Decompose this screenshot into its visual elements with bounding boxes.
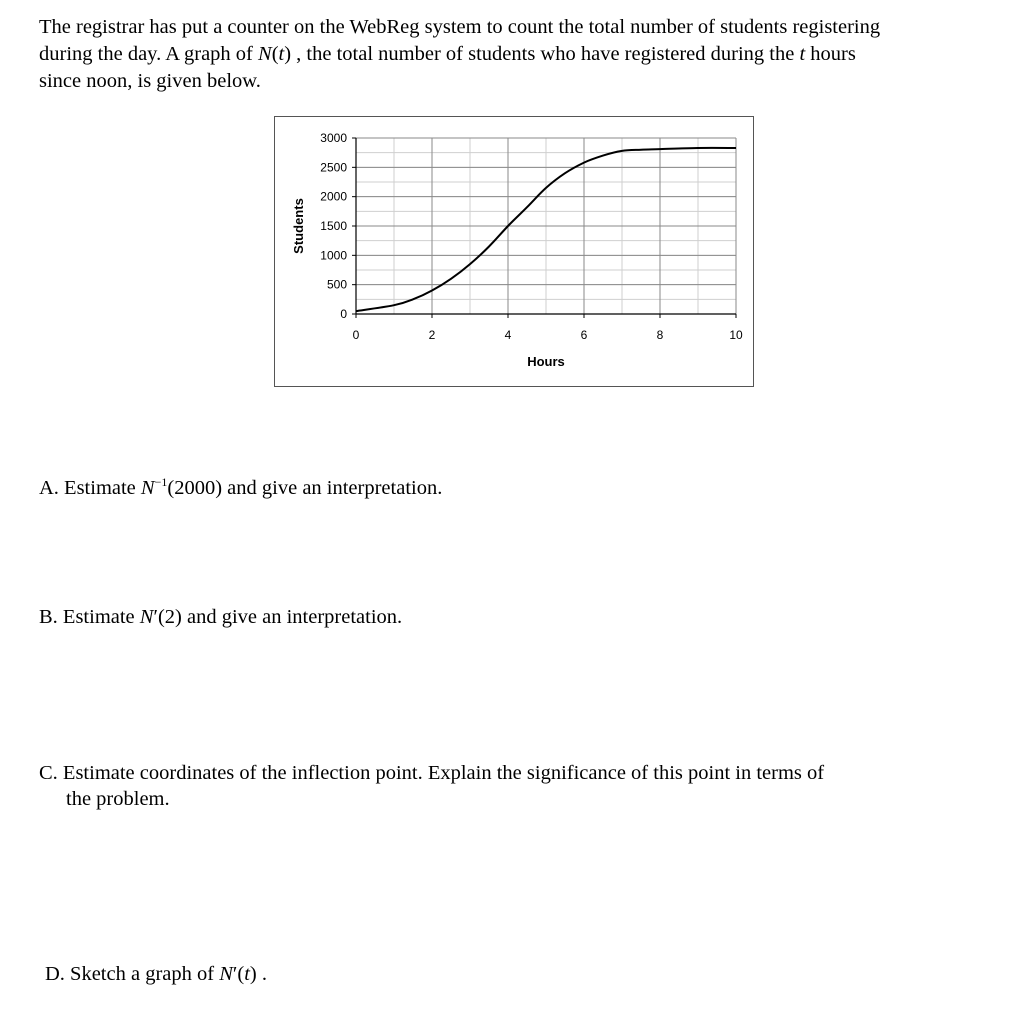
x-tick-label: 8 xyxy=(656,328,664,342)
y-axis-title: Students xyxy=(291,198,306,254)
chart-svg xyxy=(275,117,755,388)
y-tick-label: 3000 xyxy=(320,131,347,145)
paren-open: ( xyxy=(237,963,245,985)
inverse-superscript: −1 xyxy=(154,475,168,490)
function-symbol: N xyxy=(140,477,155,499)
variable-t: t xyxy=(244,963,250,985)
y-tick-label: 2500 xyxy=(320,160,347,175)
function-symbol: N xyxy=(139,606,154,628)
question-d-prefix: D. Sketch a graph of xyxy=(45,963,220,985)
intro-paragraph xyxy=(39,14,959,95)
x-tick-label: 0 xyxy=(352,328,360,342)
question-c-line-2: the problem. xyxy=(66,788,170,810)
y-tick-label: 500 xyxy=(326,277,347,292)
question-c-line-1: C. Estimate coordinates of the inflection point. Explain the significance of this point in terms of xyxy=(39,762,825,784)
x-axis-title: Hours xyxy=(527,354,565,369)
y-tick-label: 0 xyxy=(340,307,347,321)
question-a-rest: and give an interpretation. xyxy=(222,477,443,499)
x-tick-label: 6 xyxy=(580,328,588,342)
variable-t: t xyxy=(799,43,806,65)
x-tick-label: 2 xyxy=(428,328,436,342)
prime-mark: ′ xyxy=(232,963,238,985)
function-symbol: N xyxy=(219,963,233,985)
chart-frame xyxy=(274,116,754,387)
function-symbol: N xyxy=(258,43,272,65)
period: . xyxy=(256,963,267,985)
y-tick-label: 1000 xyxy=(320,248,347,263)
intro-line-2 xyxy=(39,41,959,68)
y-tick-label: 1500 xyxy=(320,219,347,233)
question-b-prefix: B. Estimate xyxy=(39,606,140,628)
intro-text: ) , the total number of students who have registered during the xyxy=(284,43,800,65)
x-tick-label: 10 xyxy=(729,328,743,342)
intro-line-1: The registrar has put a counter on the WebReg system to count the total number of students registering xyxy=(39,16,881,38)
paren: ( xyxy=(271,43,279,65)
question-a-prefix: A. Estimate xyxy=(39,477,141,499)
question-b-arg: (2) xyxy=(157,606,182,628)
y-tick-label: 2000 xyxy=(320,189,347,204)
variable-t: t xyxy=(278,43,285,65)
intro-text: hours xyxy=(805,43,856,65)
question-b xyxy=(39,604,402,630)
paren-close: ) xyxy=(249,963,257,985)
question-a-arg: (2000) xyxy=(167,477,223,499)
question-d xyxy=(45,961,267,987)
question-a xyxy=(39,475,442,501)
question-b-rest: and give an interpretation. xyxy=(181,606,403,628)
intro-line-3: since noon, is given below. xyxy=(39,70,261,92)
prime-mark: ′ xyxy=(153,606,158,628)
question-c xyxy=(39,760,824,812)
intro-text: during the day. A graph of xyxy=(39,43,259,65)
x-tick-label: 4 xyxy=(504,328,512,342)
